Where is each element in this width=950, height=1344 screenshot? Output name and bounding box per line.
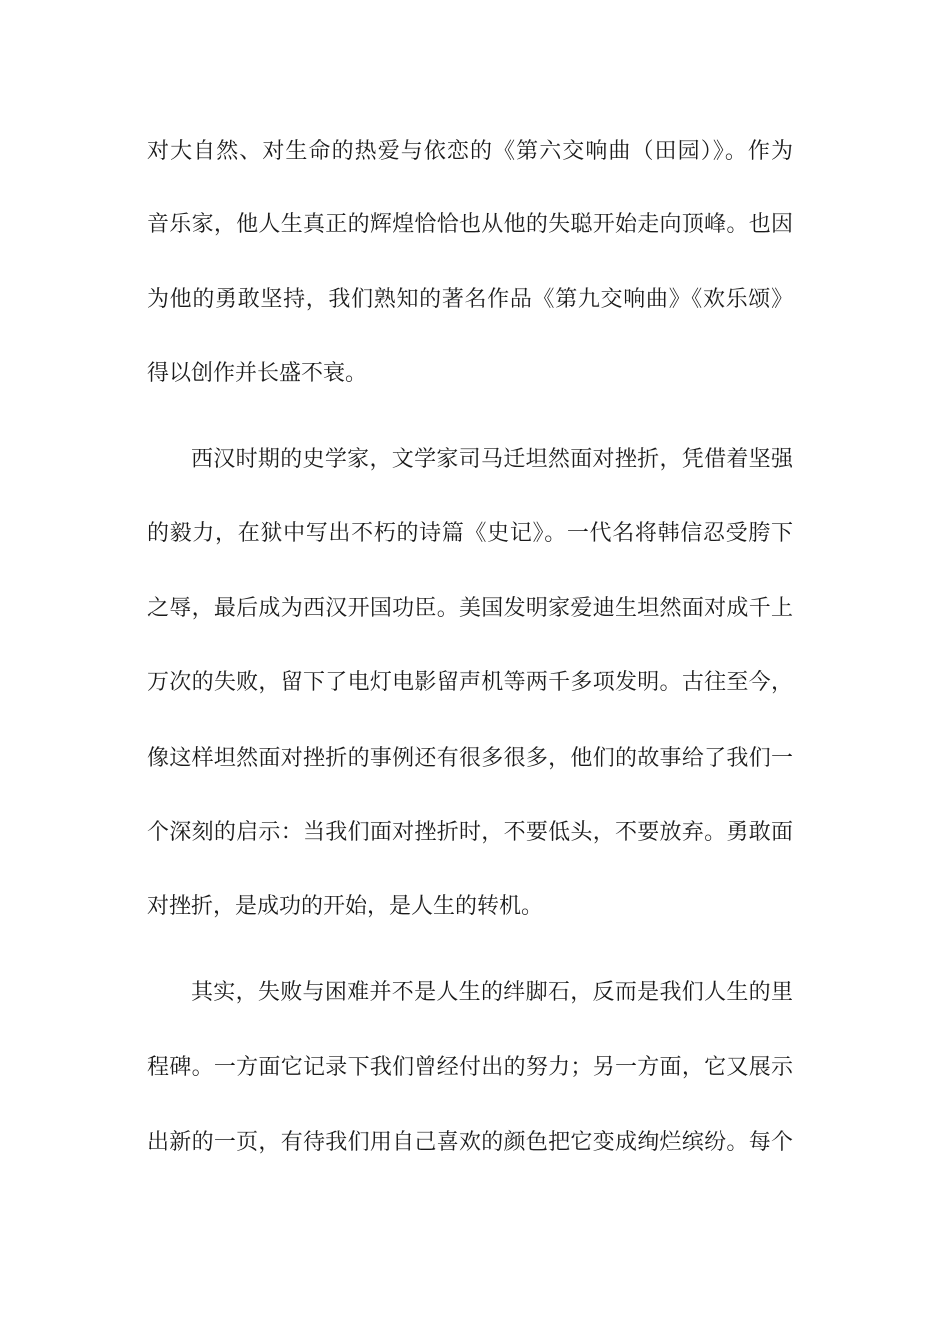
paragraph-3-line-1: 其实，失败与困难并不是人生的绊脚石，反而是我们人生的里 — [191, 980, 793, 1005]
paragraph-2-line-4: 万次的失败，留下了电灯电影留声机等两千多项发明。古往至今， — [147, 670, 793, 695]
paragraph-1-line-4: 得以创作并长盛不衰。 — [147, 361, 368, 386]
paragraph-1-line-2: 音乐家，他人生真正的辉煌恰恰也从他的失聪开始走向顶峰。也因 — [147, 212, 793, 237]
paragraph-2-line-5: 像这样坦然面对挫折的事例还有很多很多，他们的故事给了我们一 — [147, 746, 793, 771]
paragraph-1-line-3: 为他的勇敢坚持，我们熟知的著名作品《第九交响曲》《欢乐颂》 — [147, 287, 793, 312]
paragraph-2-line-2: 的毅力，在狱中写出不朽的诗篇《史记》。一代名将韩信忍受胯下 — [147, 521, 793, 546]
paragraph-3-line-3: 出新的一页，有待我们用自己喜欢的颜色把它变成绚烂缤纷。每个 — [147, 1130, 793, 1155]
paragraph-1-line-1: 对大自然、对生命的热爱与依恋的《第六交响曲（田园）》。作为 — [147, 139, 793, 164]
paragraph-2-line-3: 之辱，最后成为西汉开国功臣。美国发明家爱迪生坦然面对成千上 — [147, 596, 793, 621]
paragraph-2-line-1: 西汉时期的史学家，文学家司马迁坦然面对挫折，凭借着坚强 — [191, 447, 793, 472]
paragraph-2-line-6: 个深刻的启示：当我们面对挫折时，不要低头，不要放弃。勇敢面 — [147, 820, 793, 845]
paragraph-2-line-7: 对挫折，是成功的开始，是人生的转机。 — [147, 894, 544, 919]
paragraph-3-line-2: 程碑。一方面它记录下我们曾经付出的努力；另一方面，它又展示 — [147, 1055, 793, 1080]
